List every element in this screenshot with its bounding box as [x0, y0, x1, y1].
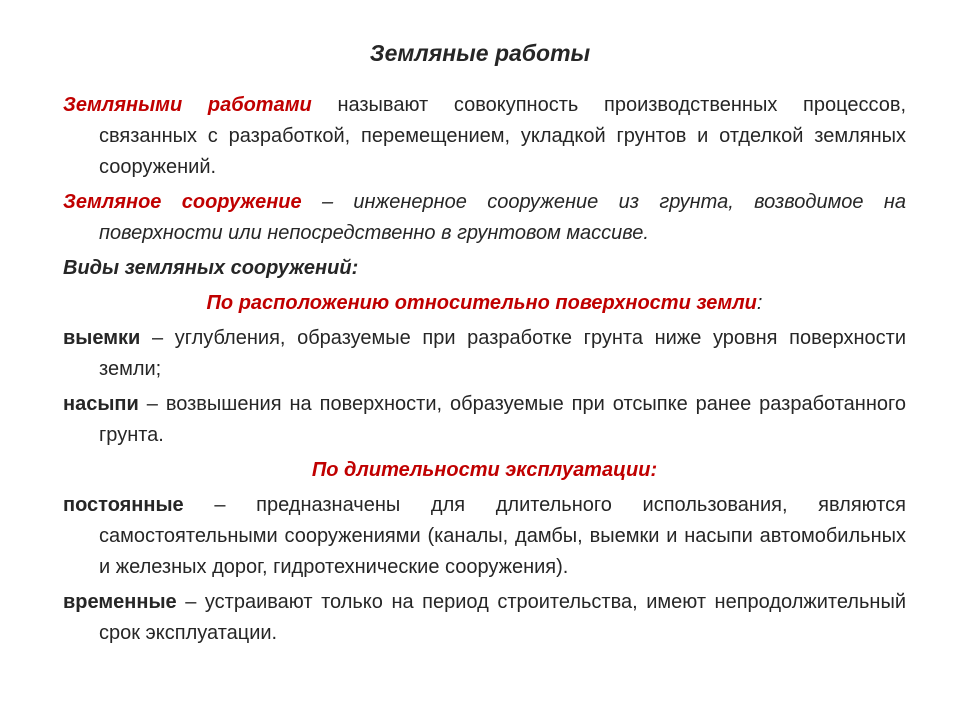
item-temporary: [63, 587, 906, 649]
subheading-location-text: По расположению относительно поверхности земли: [206, 292, 757, 314]
definition-earth-structure-text: – инженерное сооружение из грунта, возводимое на поверхности или непосредственно в грунтовом массиве.: [99, 191, 907, 244]
item-temporary-text: – устраивают только на период строительства, имеют непродолжительный срок эксплуатации.: [99, 591, 906, 644]
term-excavations: выемки: [63, 327, 141, 349]
subheading-location-colon: :: [756, 292, 763, 314]
slide-title: Земляные работы: [369, 40, 591, 66]
definition-earthworks: [63, 90, 906, 183]
term-earth-structure: Земляное сооружение: [63, 191, 302, 213]
definition-earthworks-text: называют совокупность производственных процессов, связанных с разработкой, перемещением, укладкой грунтов и отделкой земляных сооружений.: [99, 94, 906, 178]
item-permanent-text: – предназначены для длительного использования, являются самостоятельными сооружениями (каналы, дамбы, выемки и насыпи автомобильных и железных дорог, гидротехнические сооружения).: [99, 494, 906, 578]
term-embankments: насыпи: [63, 393, 139, 415]
item-embankments-text: – возвышения на поверхности, образуемые при отсыпке ранее разработанного грунта.: [99, 393, 906, 446]
subheading-location: [63, 288, 906, 319]
definition-earth-structure: [63, 187, 906, 249]
types-heading: Виды земляных сооружений:: [63, 257, 359, 279]
item-permanent: [63, 490, 906, 583]
slide-content: [63, 90, 906, 653]
item-excavations-text: – углубления, образуемые при разработке грунта ниже уровня поверхности земли;: [99, 327, 906, 380]
item-excavations: [63, 323, 906, 385]
item-embankments: [63, 389, 906, 451]
term-temporary: временные: [63, 591, 177, 613]
subheading-duration: По длительности эксплуатации:: [311, 459, 658, 481]
term-permanent: постоянные: [63, 494, 184, 516]
term-earthworks: Земляными работами: [63, 94, 312, 116]
